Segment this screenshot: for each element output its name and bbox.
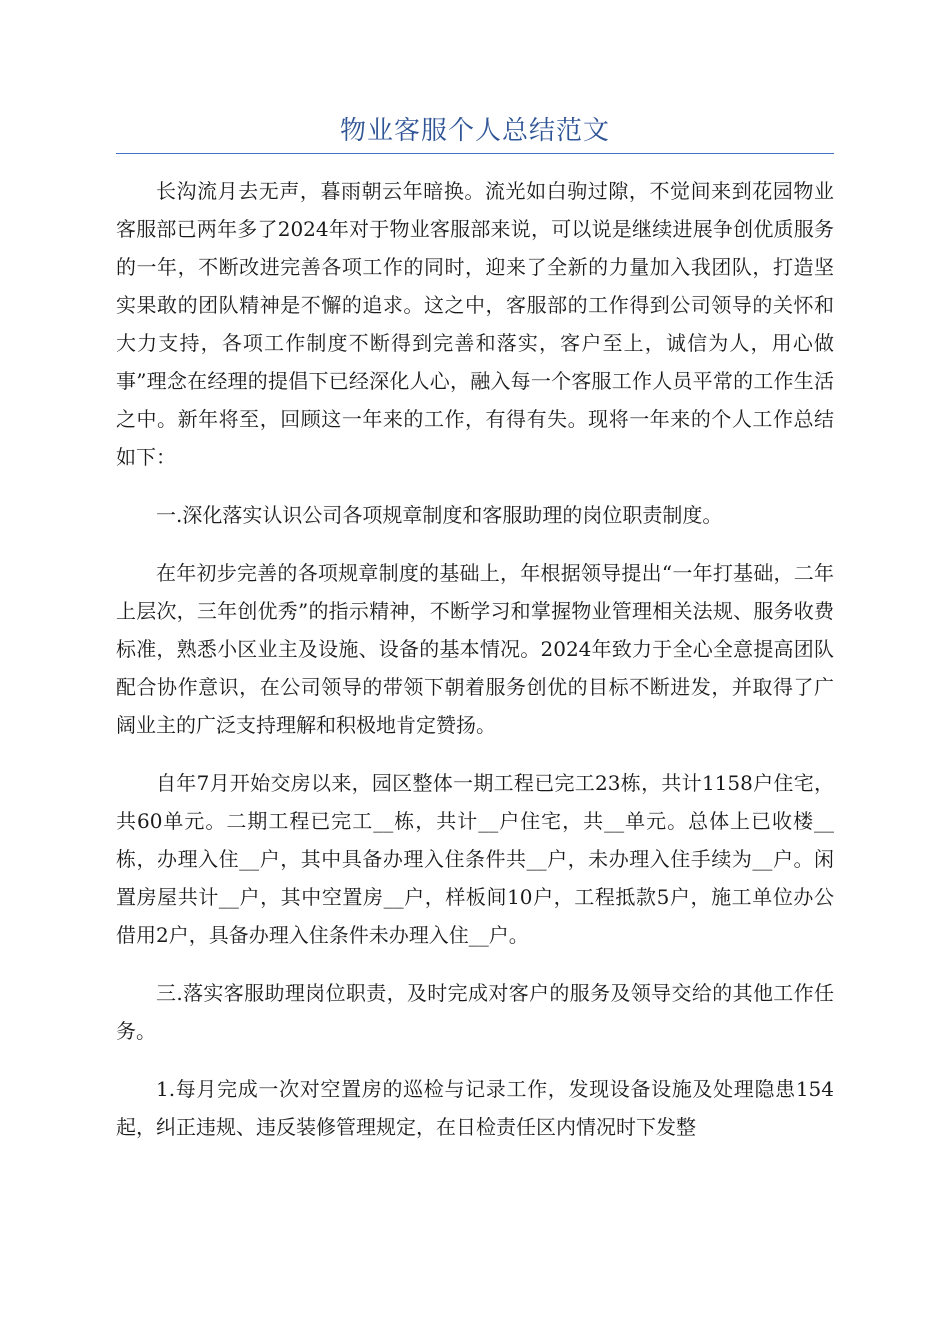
document-title: 物业客服个人总结范文 [339,116,610,146]
paragraph-regulations: 在年初步完善的各项规章制度的基础上，年根据领导提出“一年打基础，二年上层次，三年创优秀”的指示精神，不断学习和掌握物业管理相关法规、服务收费标准，熟悉小区业主及设施、设备的基本情况。2024年致力于全心全意提高团队配合协作意识，在公司领导的带领下朝着服务创优的目标不断进发，并取得了广阔业主的广泛支持理解和积极地肯定赞扬。 [116,561,834,737]
section-heading-1: 一.深化落实认识公司各项规章制度和客服助理的岗位职责制度。 [156,503,723,527]
document-body [116,172,834,1166]
paragraph-housing-stats: 自年7月开始交房以来，园区整体一期工程已完工23栋，共计1158户住宅，共60单元。二期工程已完工__栋，共计__户住宅，共__单元。总体上已收楼__栋，办理入住__户，其中具备办理入住条件共__户，未办理入住手续为__户。闲置房屋共计__户，其中空置房__户，样板间10户，工程抵款5户，施工单位办公借用2户，具备办理入住条件未办理入住__户。 [116,771,834,947]
title-underline [116,153,834,154]
section-heading-3: 三.落实客服助理岗位职责，及时完成对客户的服务及领导交给的其他工作任务。 [116,981,834,1043]
paragraph-item-1: 1.每月完成一次对空置房的巡检与记录工作，发现设备设施及处理隐患154起，纠正违规、违反装修管理规定，在日检责任区内情况时下发整 [116,1077,834,1139]
paragraph-intro: 长沟流月去无声，暮雨朝云年暗换。流光如白驹过隙，不觉间来到花园物业客服部已两年多了2024年对于物业客服部来说，可以说是继续进展争创优质服务的一年，不断改进完善各项工作的同时，迎来了全新的力量加入我团队，打造坚实果敢的团队精神是不懈的追求。这之中，客服部的工作得到公司领导的关怀和大力支持，各项工作制度不断得到完善和落实，客户至上，诚信为人，用心做事”理念在经理的提倡下已经深化人心，融入每一个客服工作人员平常的工作生活之中。新年将至，回顾这一年来的工作，有得有失。现将一年来的个人工作总结如下： [116,179,834,469]
